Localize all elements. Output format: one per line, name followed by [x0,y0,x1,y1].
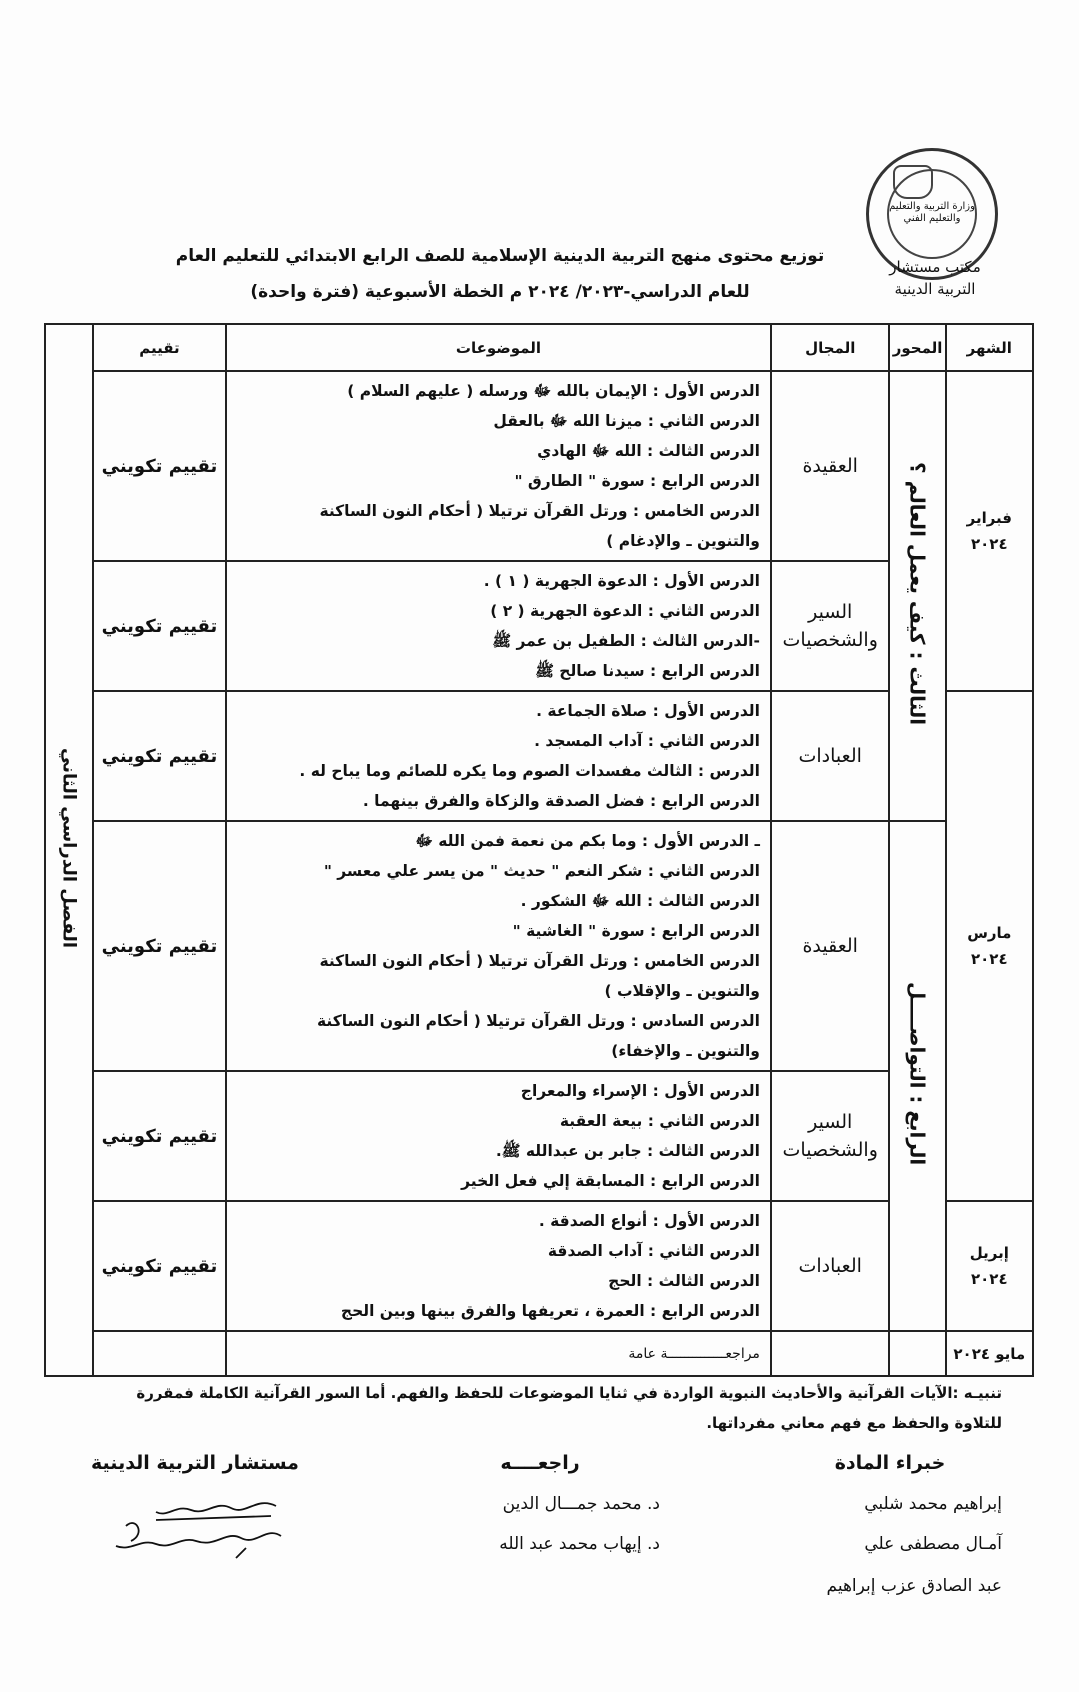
footnote-line-1: تنبيـه :الآيات القرآنية والأحاديث النبوية الواردة في ثنايا الموضوعات للحفظ والفهم. أما السور القرآنية الكاملة فمقررة [136,1384,1002,1402]
page-title: توزيع محتوى منهج التربية الدينية الإسلامية للصف الرابع الابتدائي للتعليم العام [175,246,825,266]
advisor-title: مستشار التربية الدينية [91,1452,299,1474]
month-march: مارس ٢٠٢٤ [946,691,1033,1201]
empty-axis-cell [889,1331,945,1376]
evaluation-cell: تقييم تكويني [93,821,226,1071]
topics-cell: الدرس الأول : الدعوة الجهرية ( ١ ) . الدرس الثاني : الدعوة الجهرية ( ٢ ) -الدرس الثالث : الطفيل بن عمر ﷺ الدرس الرابع : سيدنا صالح ﷺ [226,561,771,691]
field-cell: العبادات [771,1201,890,1331]
expert-name: عبد الصادق عزب إبراهيم [826,1576,1002,1596]
term-label-cell [45,324,93,1376]
topics-cell: ـ الدرس الأول : وما بكم من نعمة فمن الله ﷻ الدرس الثاني : شكر النعم " حديث " من يسر علي معسر " الدرس الثالث : الله ﷻ الشكور . الدرس الرابع : سورة " الغاشية " الدرس الخامس : ورتل القرآن ترتيلا ( أحكام النون الساكنة والتنوين ـ والإقلاب ) الدرس السادس : ورتل القرآن ترتيلا ( أحكام النون الساكنة والتنوين ـ والإخفاء) [226,821,771,1071]
reviewer-name: د. محمد جمـــال الدين [502,1494,660,1514]
table-row [45,1201,1033,1331]
header-evaluation: تقييم [93,324,226,371]
evaluation-cell: تقييم تكويني [93,1071,226,1201]
month-april: إبريل ٢٠٢٤ [946,1201,1033,1331]
evaluation-cell: تقييم تكويني [93,371,226,561]
evaluation-cell: تقييم تكويني [93,1201,226,1331]
reviewer-name: د. إيهاب محمد عبد الله [499,1534,660,1554]
header-field: المجال [771,324,890,371]
field-cell: العقيدة [771,371,890,561]
table-row [45,691,1033,821]
empty-eval-cell [93,1331,226,1376]
field-cell: العقيدة [771,821,890,1071]
page-subtitle: للعام الدراسي-٢٠٢٣/ ٢٠٢٤ م الخطة الأسبوعية (فترة واحدة) [250,282,750,302]
field-cell: السير والشخصيات [771,561,890,691]
logo-text: وزارة التربية والتعليم والتعليم الفني [889,201,975,224]
header-topics: الموضوعات [226,324,771,371]
axis-third: الثالث : كيف يعمل العالم ؟ [889,371,945,821]
month-february: فبراير ٢٠٢٤ [946,371,1033,691]
experts-title: خبراء المادة [834,1452,946,1474]
topics-cell: الدرس الأول : الإيمان بالله ﷻ ورسله ( عليهم السلام ) الدرس الثاني : ميزنا الله ﷻ بالعقل الدرس الثالث : الله ﷻ الهادي الدرس الرابع : سورة " الطارق " الدرس الخامس : ورتل القرآن ترتيلا ( أحكام النون الساكنة والتنوين ـ والإدغام ) [226,371,771,561]
office-line-2: التربية الدينية [894,280,976,298]
evaluation-cell: تقييم تكويني [93,691,226,821]
topics-cell: الدرس الأول : أنواع الصدقة . الدرس الثاني : آداب الصدقة الدرس الثالث : الحج الدرس الرابع : العمرة ، تعريفها والفرق بينها وبين الحج [226,1201,771,1331]
evaluation-cell: تقييم تكويني [93,561,226,691]
topics-cell: الدرس الأول : الإسراء والمعراج الدرس الثاني : بيعة العقبة الدرس الثالث : جابر بن عبدالله ﷺ. الدرس الرابع : المسابقة إلي فعل الخير [226,1071,771,1201]
general-review: مراجعــــــــــــــة عامة [226,1331,771,1376]
header-row [45,324,1033,371]
field-cell: العبادات [771,691,890,821]
office-label [860,256,1010,300]
table-row-final [45,1331,1033,1376]
expert-name: آمـال مصطفى علي [864,1534,1002,1554]
empty-field-cell [771,1331,890,1376]
footnote-line-2: للتلاوة والحفظ مع فهم معاني مفرداتها. [706,1414,1002,1432]
table-row [45,561,1033,691]
topics-cell: الدرس الأول : صلاة الجماعة . الدرس الثاني : آداب المسجد . الدرس : الثالث مفسدات الصوم وما يكره للصائم وما يباح له . الدرس الرابع : فضل الصدقة والزكاة والفرق بينهما . [226,691,771,821]
axis-fourth: الرابع : التواصــــل [889,821,945,1331]
field-cell: السير والشخصيات [771,1071,890,1201]
reviewers-title: راجعــــه [500,1452,580,1474]
handwritten-signature [96,1486,296,1566]
office-line-1: مكتب مستشار [889,258,981,276]
table-row [45,821,1033,1071]
header-month: الشهر [946,324,1033,371]
footnote [60,1378,1002,1438]
eagle-emblem-icon [893,165,933,199]
header-axis: المحور [889,324,945,371]
table-row [45,1071,1033,1201]
curriculum-table [44,323,1034,1377]
table-row [45,371,1033,561]
month-may: مايو ٢٠٢٤ [946,1331,1033,1376]
expert-name: إبراهيم محمد شلبي [864,1494,1002,1514]
term-label: الفصل الدراسي الثاني [58,747,80,948]
